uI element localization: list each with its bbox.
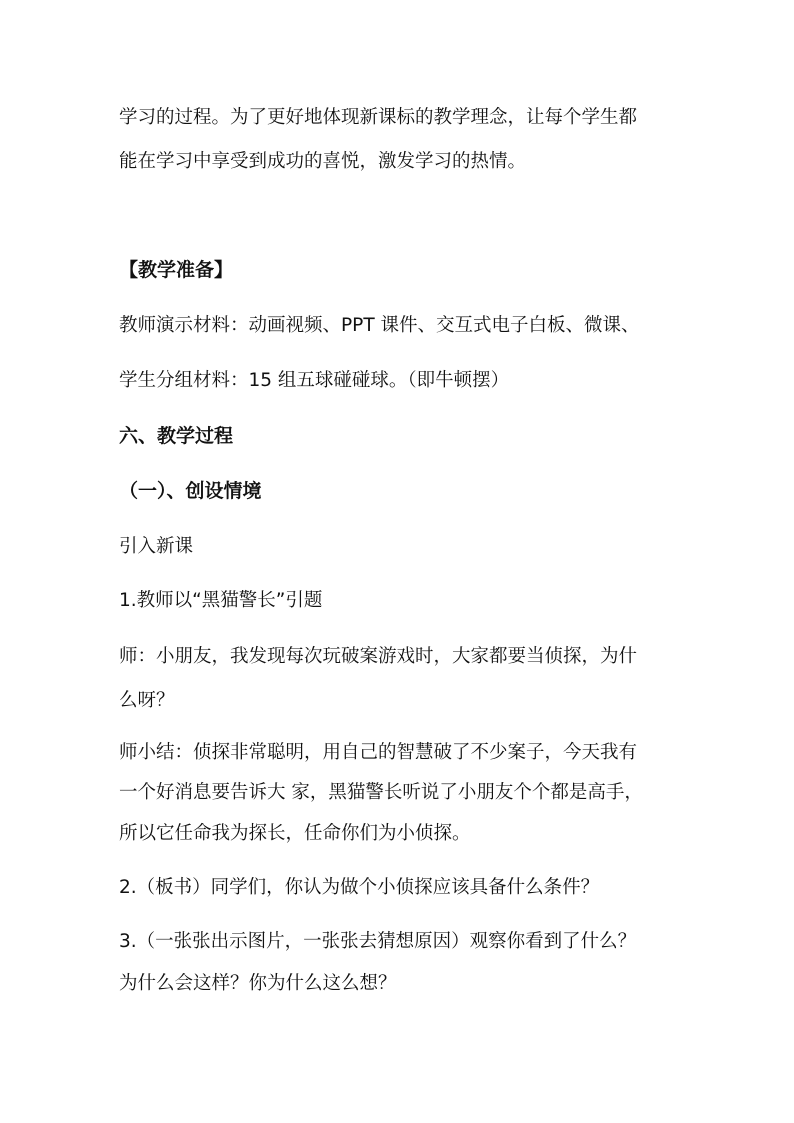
teacher-materials-text: 教师演示材料：动画视频、PPT 课件、交互式电子白板、微课、 (119, 315, 640, 336)
step-1-text: 1.教师以“黑猫警长”引题 (119, 590, 323, 611)
step-2-text: 2.（板书）同学们，你认为做个小侦探应该具备什么条件？ (119, 877, 600, 898)
teacher-summary-line-2: 一个好消息要告诉大 家，黑猫警长听说了小朋友个个都是高手， (119, 782, 643, 803)
teacher-summary-line-1: 师小结：侦探非常聪明，用自己的智慧破了不少案子，今天我有 (119, 742, 638, 763)
student-materials-text: 学生分组材料：15 组五球碰碰球。（即牛顿摆） (119, 370, 510, 391)
teacher-summary-line-3: 所以它任命我为探长，任命你们为小侦探。 (119, 823, 471, 844)
subsection-heading-create-scenario: （一）、创设情境 (119, 480, 262, 502)
step-3-line-1: 3.（一张张出示图片，一张张去猜想原因）观察你看到了什么？ (119, 931, 637, 952)
step-3-line-2: 为什么会这样？你为什么这么想？ (119, 973, 397, 994)
section-heading-teaching-process: 六、教学过程 (119, 425, 234, 447)
intro-text-line-1: 学习的过程。为了更好地体现新课标的教学理念，让每个学生都 (119, 107, 638, 128)
intro-text-line-2: 能在学习中享受到成功的喜悦，激发学习的热情。 (119, 151, 527, 172)
teacher-question-line-2: 么呀？ (119, 690, 175, 711)
intro-new-lesson-text: 引入新课 (119, 536, 194, 557)
preparation-heading: 【教学准备】 (119, 259, 234, 281)
teacher-question-line-1: 师：小朋友，我发现每次玩破案游戏时，大家都要当侦探，为什 (119, 646, 638, 667)
